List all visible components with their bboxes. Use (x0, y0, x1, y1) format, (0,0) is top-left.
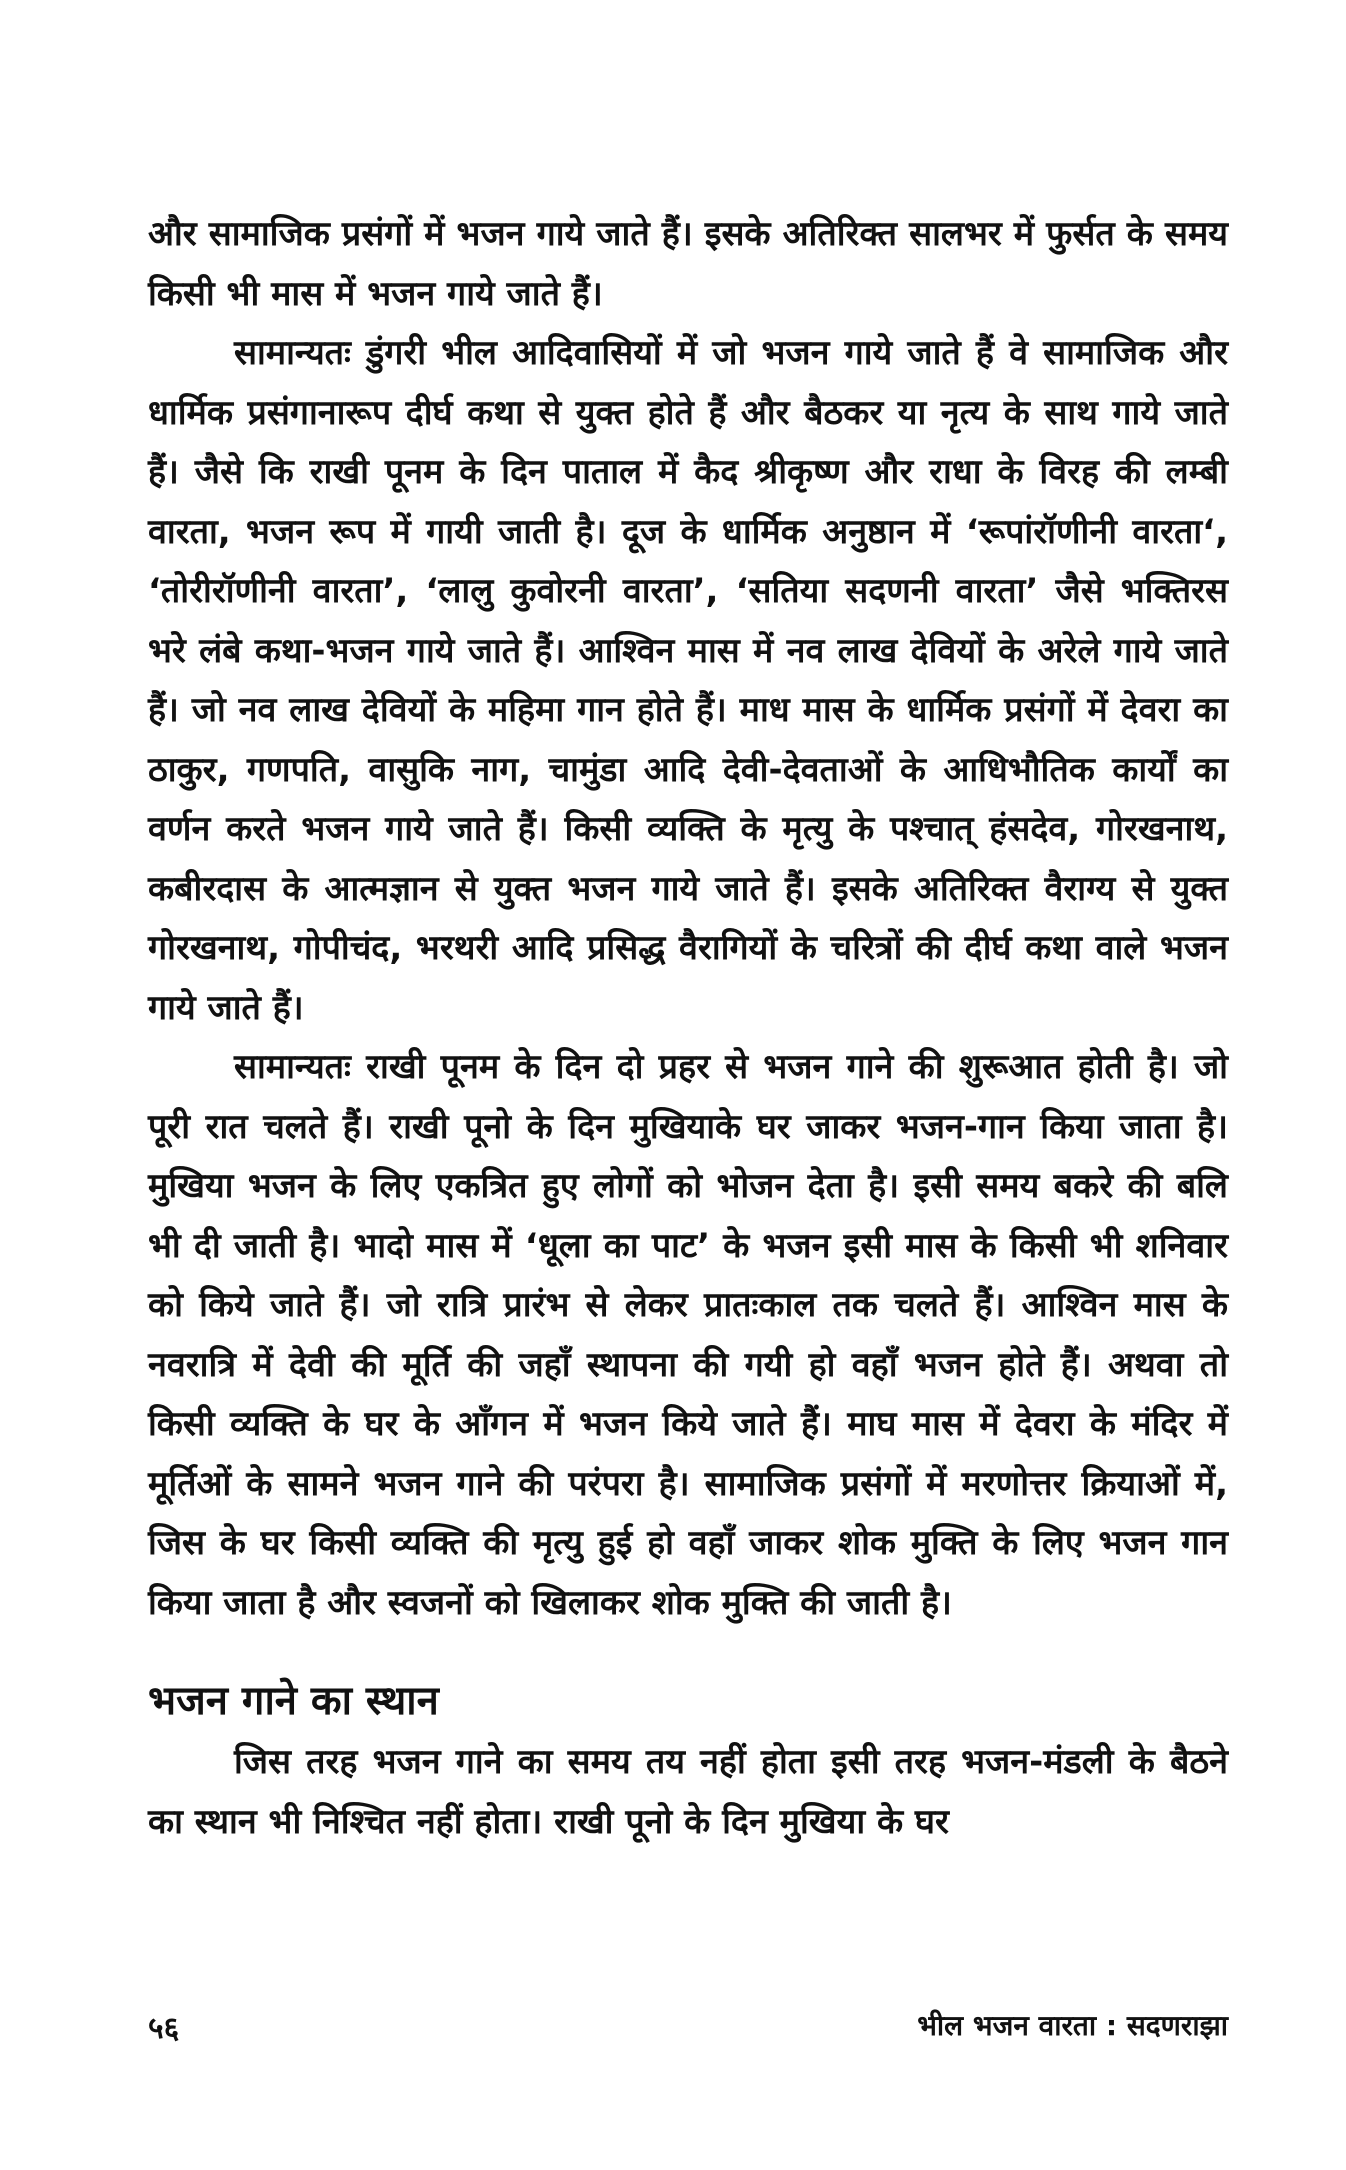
page-footer (148, 2006, 1228, 2050)
paragraph-bhajan-place: जिस तरह भजन गाने का समय तय नहीं होता इसी तरह भजन-मंडली के बैठने का स्थान भी निश्चित नहीं होता। राखी पूनो के दिन मुखिया के घर (148, 1742, 1228, 1842)
page-body (148, 205, 1228, 1852)
section-heading: भजन गाने का स्थान (148, 1678, 439, 1724)
running-title: भील भजन वारता : सदणराझा (917, 2009, 1228, 2042)
paragraph-continuation: और सामाजिक प्रसंगों में भजन गाये जाते हैं। इसके अतिरिक्त सालभर में फुर्सत के समय किसी भी मास में भजन गाये जाते हैं। (148, 214, 1228, 314)
page-number: ५६ (148, 2011, 180, 2046)
paragraph-bhajan-timing: सामान्यतः राखी पूनम के दिन दो प्रहर से भजन गाने की शुरूआत होती है। जो पूरी रात चलते हैं। राखी पूनो के दिन मुखियाके घर जाकर भजन-गान किया जाता है। मुखिया भजन के लिए एकत्रित हुए लोगों को भोजन देता है। इसी समय बकरे की बलि भी दी जाती है। भादो मास में ‘धूला का पाट’ के भजन इसी मास के किसी भी शनिवार को किये जाते हैं। जो रात्रि प्रारंभ से लेकर प्रातःकाल तक चलते हैं। आश्विन मास के नवरात्रि में देवी की मूर्ति की जहाँ स्थापना की गयी हो वहाँ भजन होते हैं। अथवा तो किसी व्यक्ति के घर के आँगन में भजन किये जाते हैं। माघ मास में देवरा के मंदिर में मूर्तिओं के सामने भजन गाने की परंपरा है। सामाजिक प्रसंगों में मरणोत्तर क्रियाओं में, जिस के घर किसी व्यक्ति की मृत्यु हुई हो वहाँ जाकर शोक मुक्ति के लिए भजन गान किया जाता है और स्वजनों को खिलाकर शोक मुक्ति की जाती है। (148, 1047, 1228, 1623)
paragraph-bhajan-types: सामान्यतः डुंगरी भील आदिवासियों में जो भजन गाये जाते हैं वे सामाजिक और धार्मिक प्रसंगानारूप दीर्घ कथा से युक्त होते हैं और बैठकर या नृत्य के साथ गाये जाते हैं। जैसे कि राखी पूनम के दिन पाताल में कैद श्रीकृष्ण और राधा के विरह की लम्बी वारता, भजन रूप में गायी जाती है। दूज के धार्मिक अनुष्ठान में ‘रूपांरॉणीनी वारता‘, ‘तोरीरॉणीनी वारता’, ‘लालु कुवोरनी वारता’, ‘सतिया सदणनी वारता’ जैसे भक्तिरस भरे लंबे कथा-भजन गाये जाते हैं। आश्विन मास में नव लाख देवियों के अरेले गाये जाते हैं। जो नव लाख देवियों के महिमा गान होते हैं। माध मास के धार्मिक प्रसंगों में देवरा का ठाकुर, गणपति, वासुकि नाग, चामुंडा आदि देवी-देवताओं के आधिभौतिक कार्यों का वर्णन करते भजन गाये जाते हैं। किसी व्यक्ति के मृत्यु के पश्चात् हंसदेव, गोरखनाथ, कबीरदास के आत्मज्ञान से युक्त भजन गाये जाते हैं। इसके अतिरिक्त वैराग्य से युक्त गोरखनाथ, गोपीचंद, भरथरी आदि प्रसिद्ध वैरागियों के चरित्रों की दीर्घ कथा वाले भजन गाये जाते हैं। (148, 333, 1228, 1028)
